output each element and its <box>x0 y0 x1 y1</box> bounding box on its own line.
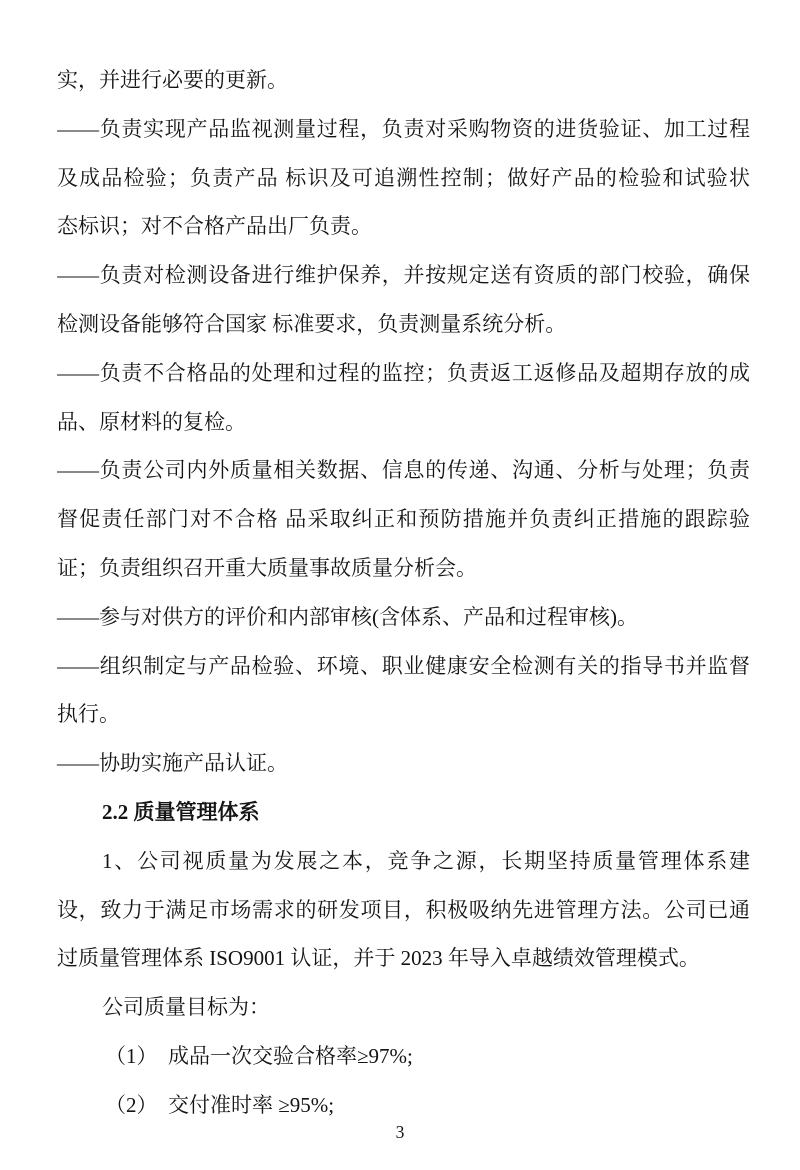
text-line: 检测设备能够符合国家 标准要求，负责测量系统分析。 <box>57 311 567 336</box>
text-line: ——参与对供方的评价和内部审核(含体系、产品和过程审核)。 <box>57 604 638 629</box>
text-line: 态标识；对不合格产品出厂负责。 <box>57 214 372 239</box>
text-line: ——组织制定与产品检验、环境、职业健康安全检测有关的指导书并监督 <box>57 653 750 678</box>
text-line: 证；负责组织召开重大质量事故质量分析会。 <box>57 555 477 580</box>
text-line: 实，并进行必要的更新。 <box>57 68 288 92</box>
text-line: ——负责不合格品的处理和过程的监控；负责返工返修品及超期存放的成 <box>57 360 750 385</box>
section-heading: 2.2 质量管理体系 <box>102 799 260 824</box>
list-item: （2） 交付准时率 ≥95%; <box>105 1092 335 1117</box>
page-number: 3 <box>395 1122 405 1142</box>
text-line: 过质量管理体系 ISO9001 认证，并于 2023 年导入卓越绩效管理模式。 <box>57 946 700 971</box>
text-line: ——负责公司内外质量相关数据、信息的传递、沟通、分析与处理；负责 <box>57 458 750 483</box>
text-line: 及成品检验；负责产品 标识及可追溯性控制；做好产品的检验和试验状 <box>57 165 750 190</box>
text-line: 设，致力于满足市场需求的研发项目，积极吸纳先进管理方法。公司已通 <box>57 897 750 922</box>
text-line: 执行。 <box>57 702 120 727</box>
text-line: 督促责任部门对不合格 品采取纠正和预防措施并负责纠正措施的跟踪验 <box>57 507 750 532</box>
text-line: ——协助实施产品认证。 <box>57 751 288 776</box>
text-line: 公司质量目标为： <box>102 995 270 1020</box>
list-item: （1） 成品一次交验合格率≥97%; <box>105 1043 413 1068</box>
text-line: 品、原材料的复检。 <box>57 409 246 434</box>
document-body <box>57 56 750 1130</box>
text-line: ——负责实现产品监视测量过程，负责对采购物资的进货验证、加工过程 <box>57 116 750 141</box>
text-line: ——负责对检测设备进行维护保养，并按规定送有资质的部门校验，确保 <box>57 263 750 288</box>
text-line: 1、公司视质量为发展之本，竞争之源，长期坚持质量管理体系建 <box>102 848 750 873</box>
